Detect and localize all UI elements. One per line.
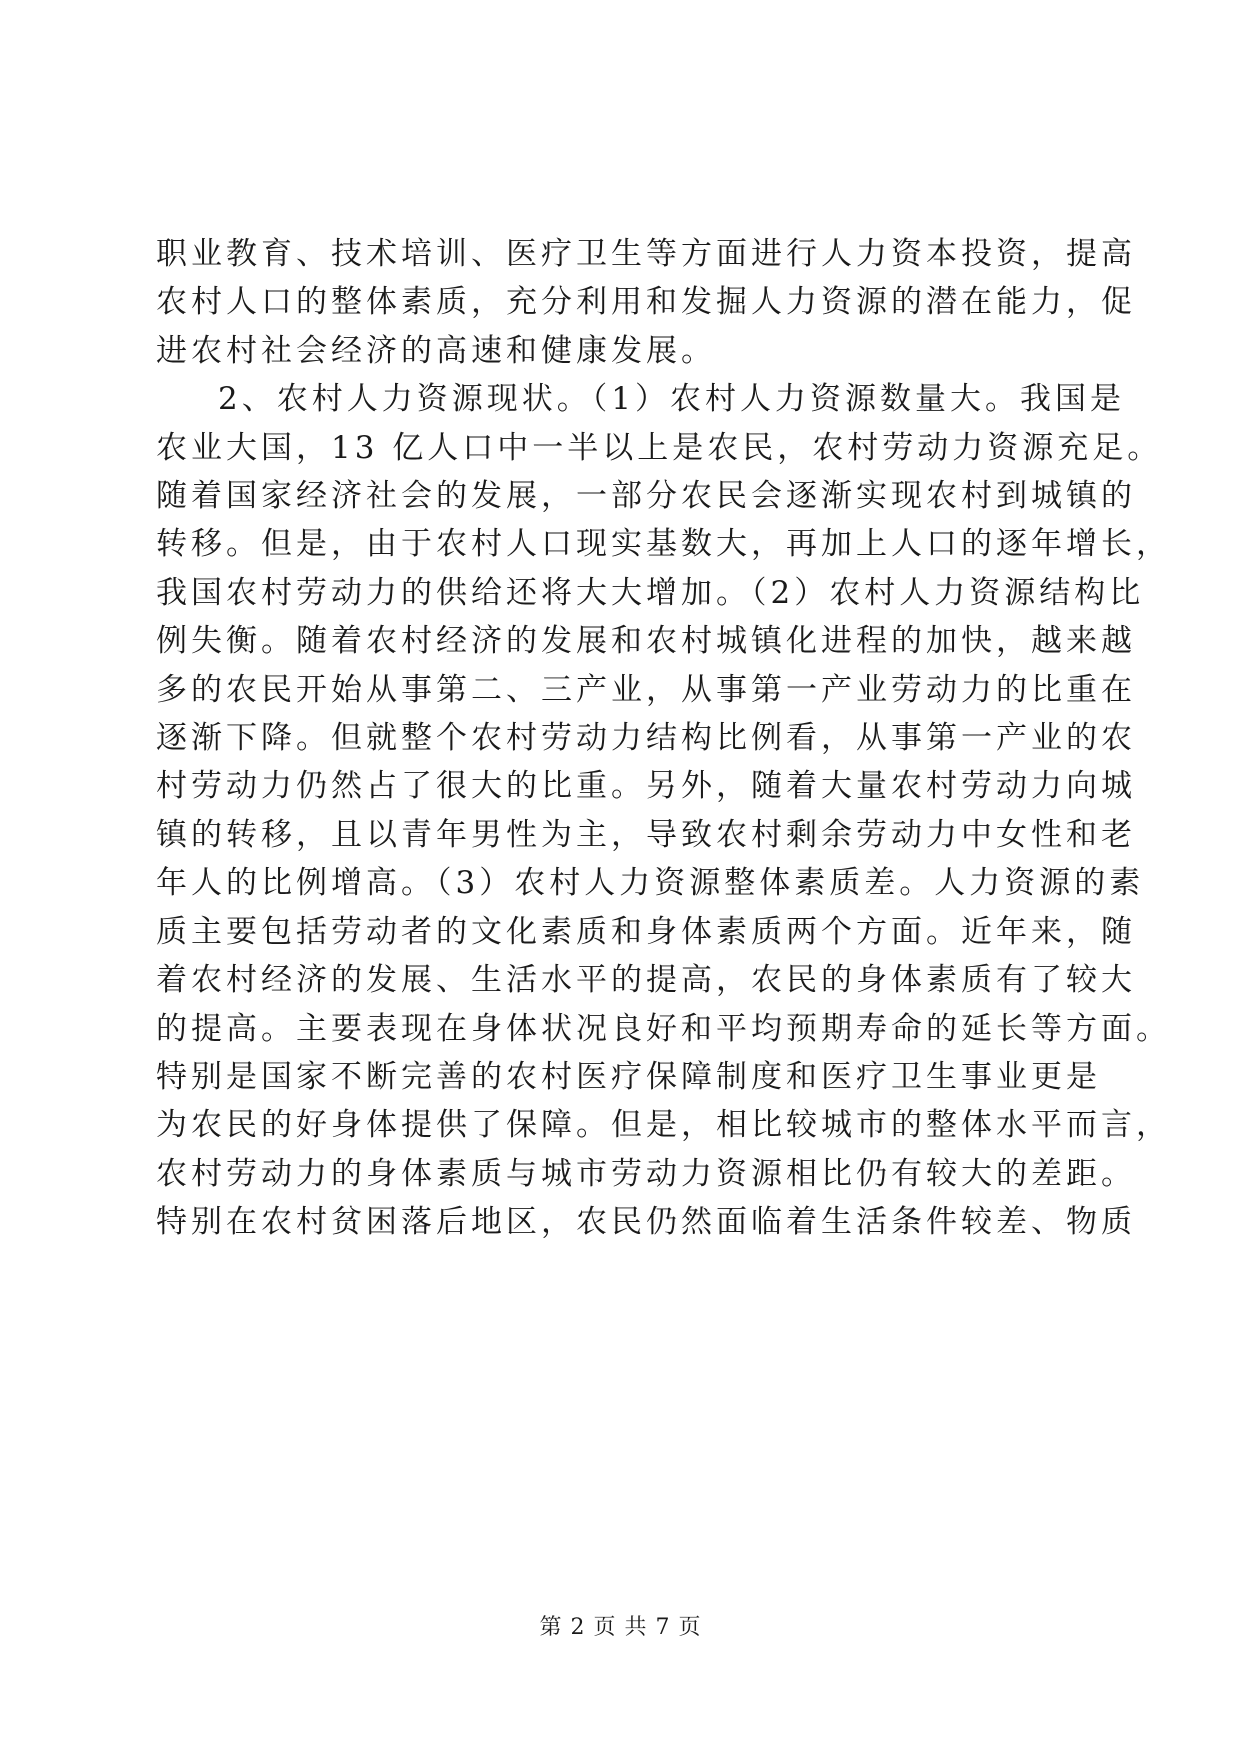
text-line: 年人的比例增高。（3）农村人力资源整体素质差。人力资源的素 xyxy=(156,865,1145,902)
text-line: 逐渐下降。但就整个农村劳动力结构比例看，从事第一产业的农 xyxy=(156,720,1136,757)
text-line: 多的农民开始从事第二、三产业，从事第一产业劳动力的比重在 xyxy=(156,671,1136,708)
text-line: 2、农村人力资源现状。（1）农村人力资源数量大。我国是 xyxy=(218,381,1125,418)
text-line: 职业教育、技术培训、医疗卫生等方面进行人力资本投资，提高 xyxy=(156,236,1136,272)
page-number-label: 第 2 页 共 7 页 xyxy=(539,1615,702,1640)
document-body xyxy=(156,230,1171,1247)
text-line: 农业大国，13 亿人口中一半以上是农民，农村劳动力资源充足。 xyxy=(156,429,1163,466)
text-line: 村劳动力仍然占了很大的比重。另外，随着大量农村劳动力向城 xyxy=(156,768,1136,805)
paragraph-2 xyxy=(156,375,1171,1246)
text-line: 进农村社会经济的高速和健康发展。 xyxy=(156,332,716,369)
text-line: 农村人口的整体素质，充分利用和发掘人力资源的潜在能力，促 xyxy=(156,284,1136,321)
text-line: 着农村经济的发展、生活水平的提高，农民的身体素质有了较大 xyxy=(156,962,1136,999)
text-line: 转移。但是，由于农村人口现实基数大，再加上人口的逐年增长， xyxy=(156,526,1171,563)
text-line: 特别是国家不断完善的农村医疗保障制度和医疗卫生事业更是 xyxy=(156,1058,1101,1095)
text-line: 特别在农村贫困落后地区，农民仍然面临着生活条件较差、物质 xyxy=(156,1204,1136,1241)
text-line: 镇的转移，且以青年男性为主，导致农村剩余劳动力中女性和老 xyxy=(156,816,1136,853)
text-line: 我国农村劳动力的供给还将大大增加。（2）农村人力资源结构比 xyxy=(156,574,1145,611)
text-line: 的提高。主要表现在身体状况良好和平均预期寿命的延长等方面。 xyxy=(156,1010,1171,1047)
text-line: 例失衡。随着农村经济的发展和农村城镇化进程的加快，越来越 xyxy=(156,623,1136,660)
paragraph-1 xyxy=(156,230,1136,375)
text-line: 质主要包括劳动者的文化素质和身体素质两个方面。近年来，随 xyxy=(156,913,1136,950)
text-line: 随着国家经济社会的发展，一部分农民会逐渐实现农村到城镇的 xyxy=(156,478,1136,515)
text-line: 农村劳动力的身体素质与城市劳动力资源相比仍有较大的差距。 xyxy=(156,1155,1136,1192)
page-footer xyxy=(0,1610,1241,1641)
text-line: 为农民的好身体提供了保障。但是，相比较城市的整体水平而言， xyxy=(156,1107,1171,1144)
